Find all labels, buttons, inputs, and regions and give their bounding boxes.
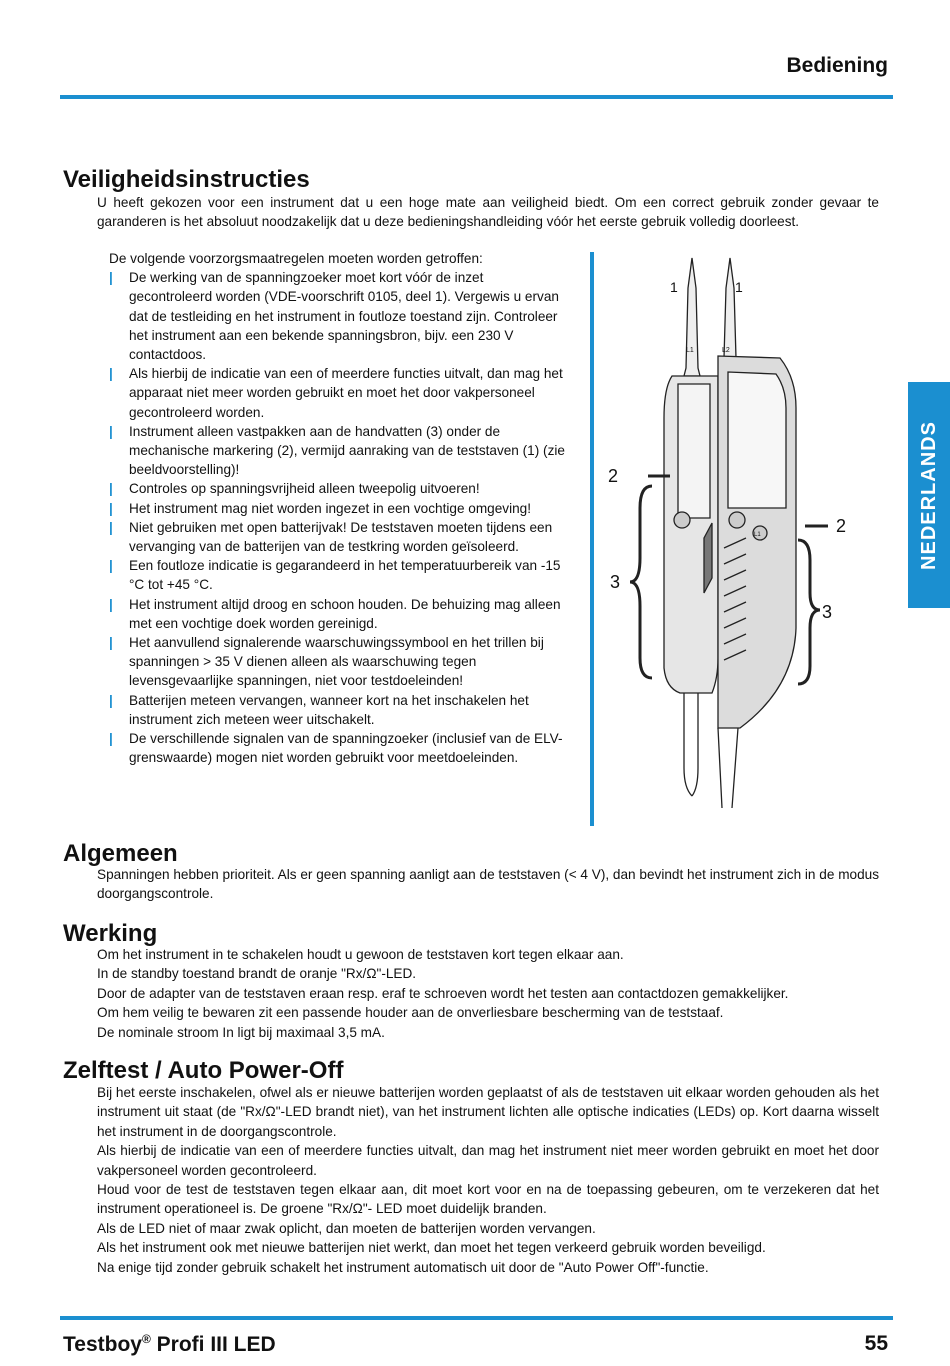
operation-line: Om hem veilig te bewaren zit een passende houder aan de onverliesbare bescherming van de teststaaf. (97, 1005, 724, 1021)
section-title-general: Algemeen (63, 840, 178, 867)
safety-list-item (109, 518, 569, 556)
safety-list-item (109, 691, 569, 729)
operation-line: In de standby toestand brandt de oranje "Rx/Ω"-LED. (97, 966, 417, 982)
safety-list-item (109, 499, 569, 518)
bullet-bar: | (109, 366, 113, 382)
selftest-line: Na enige tijd zonder gebruik schakelt het instrument automatisch uit door de "Auto Power Off"-functie. (97, 1259, 709, 1275)
footer-rule (60, 1316, 893, 1320)
bullet-bar: | (109, 423, 113, 439)
safety-intro: U heeft gekozen voor een instrument dat u een hoge mate aan veiligheid biedt. Om een correct gebruik zonder gevaar te garanderen is het absoluut noodzakelijk dat u deze bedieningshandleiding vóór het eerste gebruik volledig doorleest. (97, 195, 879, 230)
label-led: L1 (754, 532, 761, 538)
safety-item-text: Batterijen meteen vervangen, wanneer kort na het inschakelen het instrument zich meteen weer uitschakelt. (129, 692, 529, 727)
label-handle-left: 3 (610, 572, 621, 592)
safety-item-text: Niet gebruiken met open batterijvak! De teststaven moeten tijdens een vervanging van de batterijen van de testkring worden geïsoleerd. (129, 519, 553, 555)
bullet-bar: | (109, 270, 113, 286)
safety-item-text: De werking van de spanningzoeker moet kort vóór de inzet gecontroleerd worden (VDE-voorschrift 0105, deel 1). Vergewis u ervan dat de testleiding en het instrument in foutloze toestand zijn. Controleer het instrument aan een bekende spanningsbron, bijv. een 230 V contactdoos. (129, 270, 559, 363)
operation-line: De nominale stroom In ligt bij maximaal 3,5 mA. (97, 1024, 385, 1040)
bullet-bar: | (109, 500, 113, 516)
footer-brand (63, 1332, 276, 1357)
operation-line: Door de adapter van de teststaven eraan resp. eraf te schroeven wordt het testen aan contactdozen gemakkelijker. (97, 985, 789, 1001)
section-title-safety: Veiligheidsinstructies (63, 166, 310, 193)
safety-item-text: Instrument alleen vastpakken aan de handvatten (3) onder de mechanische markering (2), vermijd aanraking van de teststaven (1) (zie beeldvoorstelling)! (129, 423, 565, 478)
label-probe-left: 1 (670, 279, 678, 295)
page-header-title: Bediening (786, 54, 888, 77)
label-marking-right: 2 (836, 516, 847, 536)
safety-list-item (109, 729, 569, 767)
safety-item-text: Het aanvullend signalerende waarschuwingssymbool en het trillen bij spanningen > 35 V dienen alleen als waarschuwing tegen levensgevaarlijke spanningen, niet voor testdoeleinden! (129, 635, 544, 689)
label-l2: L2 (722, 347, 730, 354)
label-marking-left: 2 (608, 466, 619, 486)
section-title-operation: Werking (63, 920, 158, 947)
safety-list-item (109, 268, 569, 364)
label-l1: L1 (686, 347, 694, 354)
bullet-bar: | (109, 558, 113, 574)
figure-divider (590, 252, 594, 826)
voltage-tester-drawing (600, 248, 870, 828)
bullet-bar: | (109, 596, 113, 612)
language-tab (908, 382, 950, 608)
safety-item-text: Als hierbij de indicatie van een of meerdere functies uitvalt, dan mag het apparaat niet meer worden gebruikt en moet het door vakpersoneel gecontroleerd worden. (129, 366, 563, 420)
label-probe-right: 1 (735, 279, 743, 295)
bullet-bar: | (109, 692, 113, 708)
header-rule (60, 95, 893, 99)
selftest-line: Bij het eerste inschakelen, ofwel als er nieuwe batterijen worden geplaatst of als de teststaven uit elkaar worden gehouden als het instrument uit staat (de "Rx/Ω"-LED brandt niet), van het instrument lichten alle optische indicaties (LEDs) op. Kort daarna wisselt het instrument in de doorgangscontrole. (97, 1085, 879, 1139)
operation-text (97, 945, 879, 1042)
model-name: Profi III LED (150, 1333, 276, 1356)
safety-list-item (109, 479, 569, 498)
registered-mark: ® (141, 1332, 151, 1346)
bullet-bar: | (109, 635, 113, 651)
selftest-line: Houd voor de test de teststaven tegen elkaar aan, dit moet kort voor en na de toepassing gebeuren, om te verzekeren dat het instrument operationeel is. De groene "Rx/Ω"- LED moet duidelijk branden. (97, 1182, 879, 1217)
selftest-line: Als de LED niet of maar zwak oplicht, dan moeten de batterijen worden vervangen. (97, 1220, 596, 1236)
safety-list (109, 268, 569, 767)
safety-item-text: De verschillende signalen van de spanningzoeker (inclusief van de ELV-grenswaarde) mogen niet worden gebruikt voor meetdoeleinden. (129, 731, 563, 766)
general-text: Spanningen hebben prioriteit. Als er geen spanning aanligt aan de teststaven (< 4 V), dan bevindt het instrument zich in de modus doorgangscontrole. (97, 867, 879, 902)
safety-list-item (109, 556, 569, 594)
bullet-bar: | (109, 519, 113, 535)
selftest-line: Als het instrument ook met nieuwe batterijen niet werkt, dan moet het tegen verkeerd gebruik worden beveiligd. (97, 1240, 766, 1256)
label-handle-right: 3 (822, 602, 833, 622)
safety-list-item (109, 633, 569, 691)
brand-name: Testboy (63, 1333, 142, 1356)
selftest-text (97, 1083, 879, 1277)
safety-precautions (109, 249, 569, 767)
page-number: 55 (864, 1332, 888, 1355)
safety-item-text: Een foutloze indicatie is gegarandeerd in het temperatuurbereik van -15 °C tot +45 °C. (129, 558, 561, 593)
safety-list-item (109, 422, 569, 480)
safety-item-text: Het instrument altijd droog en schoon houden. De behuizing mag alleen met een vochtige doek worden gereinigd. (129, 596, 561, 631)
safety-item-text: Het instrument mag niet worden ingezet in een vochtige omgeving! (129, 500, 531, 516)
safety-list-item (109, 595, 569, 633)
voltage-tester-figure (600, 248, 870, 828)
safety-item-text: Controles op spanningsvrijheid alleen tweepolig uitvoeren! (129, 481, 480, 497)
bullet-bar: | (109, 731, 113, 747)
safety-list-item (109, 364, 569, 422)
language-tab-label: NEDERLANDS (917, 420, 940, 570)
operation-line: Om het instrument in te schakelen houdt u gewoon de teststaven kort tegen elkaar aan. (97, 947, 624, 962)
selftest-line: Als hierbij de indicatie van een of meerdere functies uitvalt, dan mag het instrument niet meer worden gebruikt en moet het door vakpersoneel worden gecontroleerd. (97, 1143, 879, 1178)
section-title-selftest: Zelftest / Auto Power-Off (63, 1057, 344, 1084)
safety-lead: De volgende voorzorgsmaatregelen moeten worden getroffen: (109, 251, 483, 266)
bullet-bar: | (109, 481, 113, 497)
